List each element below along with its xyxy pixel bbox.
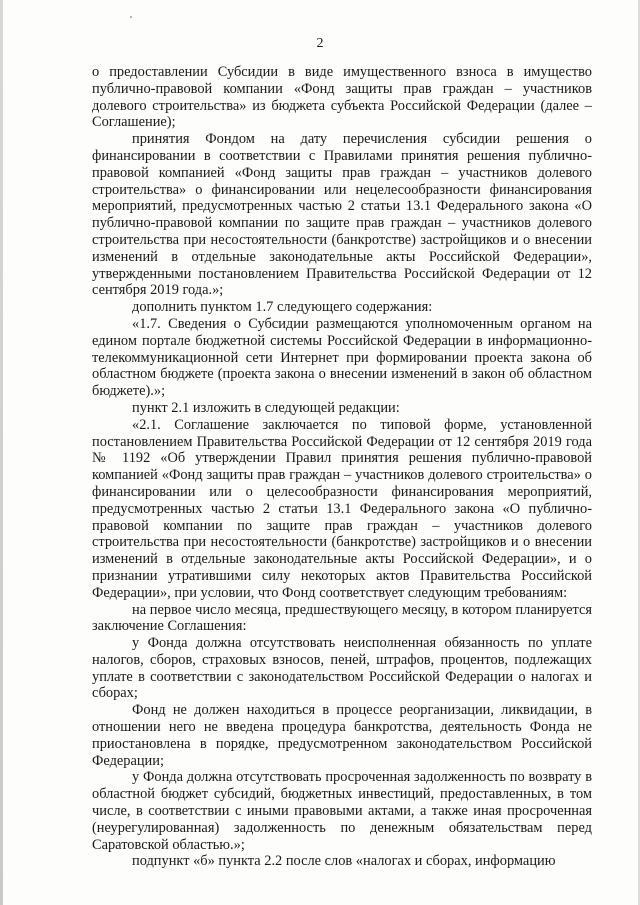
paragraph: подпункт «б» пункта 2.2 после слов «налогах и сборах, информацию [132,853,556,870]
paragraph: пункт 2.1 изложить в следующей редакции: [132,399,400,416]
paragraph: у Фонда должна отсутствовать просроченная задолженность по возврату в областной бюджет субсидий, бюджетных инвестиций, предоставленных, в том числе, в соответствии с иными правовыми актами, а также иная просроченная (неурегулированная) задолженность по денежным обязательствам перед Саратовской областью.»; [92,769,592,853]
page-number: 2 [316,36,324,51]
paragraph: Фонд не должен находиться в процессе реорганизации, ликвидации, в отношении него не введена процедура банкротства, деятельность Фонда не приостановлена в порядке, предусмотренном законодательством Российской Федерации; [92,702,592,769]
paragraph: у Фонда должна отсутствовать неисполненная обязанность по уплате налогов, сборов, страховых взносов, пеней, штрафов, процентов, подлежащих уплате в соответствии с законодательством Российской Федерации о налогах и сборах; [92,635,592,702]
scan-edge-left [0,0,3,905]
document-body [92,64,592,870]
paragraph: принятия Фондом на дату перечисления субсидии решения о финансировании в соответствии с Правилами принятия решения публично-правовой компанией «Фонд защиты прав граждан – участников долевого строительства» о финансировании или нецелесообразности финансирования мероприятий, предусмотренных частью 2 статьи 13.1 Федерального закона «О публично-правовой компании по защите прав граждан – участников долевого строительства при несостоятельности (банкротстве) застройщиков и о внесении изменений в отдельные законодательные акты Российской Федерации», утвержденными постановлением Правительства Российской Федерации от 12 сентября 2019 года.»; [92,131,592,299]
paragraph: «1.7. Сведения о Субсидии размещаются уполномоченным органом на едином портале бюджетной системы Российской Федерации в информационно-телекоммуникационной сети Интернет при формировании проекта закона об областном бюджете (проекта закона о внесении изменений в закон об областном бюджете).»; [92,315,592,400]
scan-speck [130,16,132,18]
paragraph: на первое число месяца, предшествующего месяцу, в котором планируется заключение Соглашения: [92,601,592,635]
paragraph: о предоставлении Субсидии в виде имущественного взноса в имущество публично-правовой компании «Фонд защиты прав граждан – участников долевого строительства» из бюджета субъекта Российской Федерации (далее – Соглашение); [92,64,592,131]
paragraph: дополнить пунктом 1.7 следующего содержания: [132,299,433,316]
paragraph: «2.1. Соглашение заключается по типовой форме, установленной постановлением Правительства Российской Федерации от 12 сентября 2019 года № 1192 «Об утверждении Правил принятия решения публично-правовой компанией «Фонд защиты прав граждан – участников долевого строительства» о финансировании или о целесообразности финансирования мероприятий, предусмотренных частью 2 статьи 13.1 Федерального закона «О публично-правовой компании по защите прав граждан – участников долевого строительства при несостоятельности (банкротстве) застройщиков и о внесении изменений в отдельные законодательные акты Российской Федерации», и о признании утратившими силу некоторых актов Правительства Российской Федерации», при условии, что Фонд соответствует следующим требованиям: [92,416,592,601]
